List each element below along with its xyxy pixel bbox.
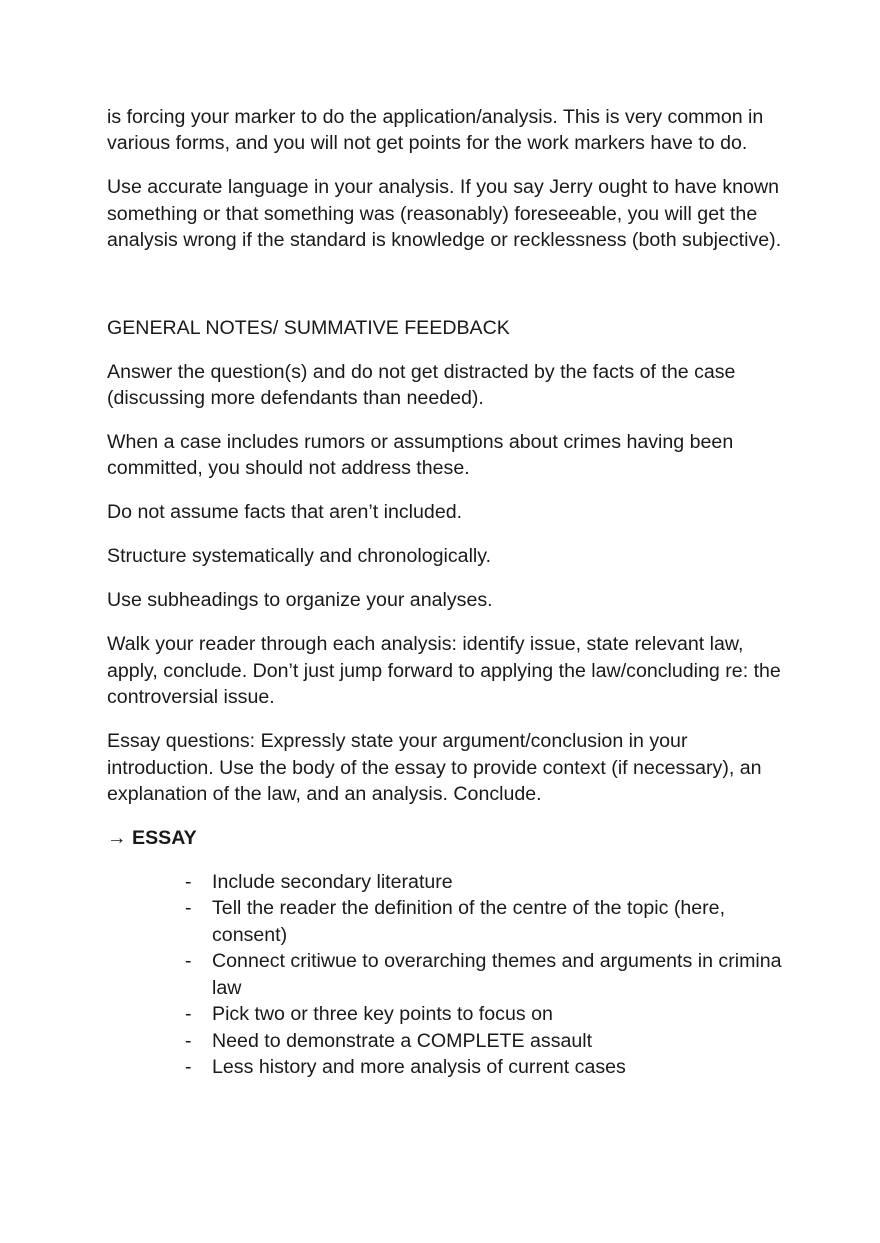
- dash-bullet-icon: -: [185, 950, 192, 973]
- list-item: [185, 948, 787, 1001]
- note-paragraph: When a case includes rumors or assumptions about crimes having been committed, you should not address these.: [107, 431, 734, 480]
- list-item-text: Tell the reader the definition of the centre of the topic (here, consent): [212, 897, 726, 946]
- list-item-text: Include secondary literature: [212, 871, 453, 894]
- essay-bullet-list: [107, 869, 787, 1080]
- intro-paragraph-1: is forcing your marker to do the application/analysis. This is very common in various forms, and you will not get points for the work markers have to do.: [107, 106, 764, 155]
- note-paragraph: Use subheadings to organize your analyses.: [107, 589, 493, 612]
- dash-bullet-icon: -: [185, 1029, 192, 1052]
- list-item-text: Less history and more analysis of current cases: [212, 1055, 626, 1078]
- list-item: [185, 1054, 787, 1080]
- dash-bullet-icon: -: [185, 1055, 192, 1078]
- note-paragraph: Do not assume facts that aren’t included.: [107, 501, 463, 524]
- list-item: [185, 869, 787, 895]
- essay-label: ESSAY: [132, 827, 197, 850]
- document-page: [107, 104, 787, 1080]
- right-arrow-icon: →: [107, 827, 127, 850]
- dash-bullet-icon: -: [185, 871, 192, 894]
- note-paragraph: Answer the question(s) and do not get distracted by the facts of the case (discussing more defendants than needed).: [107, 360, 736, 410]
- list-item: [185, 1001, 787, 1027]
- list-item: [185, 1028, 787, 1054]
- list-item-text: Pick two or three key points to focus on: [212, 1003, 553, 1026]
- list-item-text: Connect critiwue to overarching themes and arguments in crimina law: [212, 950, 782, 999]
- section-heading: GENERAL NOTES/ SUMMATIVE FEEDBACK: [107, 316, 510, 339]
- essay-heading: [107, 825, 787, 851]
- list-item: [185, 895, 787, 948]
- dash-bullet-icon: -: [185, 1003, 192, 1026]
- list-item-text: Need to demonstrate a COMPLETE assault: [212, 1029, 593, 1052]
- intro-paragraph-2: Use accurate language in your analysis. If you say Jerry ought to have known something or that something was (reasonably) foreseeable, you will get the analysis wrong if the standard is knowledge or recklessness (both subjective).: [107, 176, 782, 252]
- note-paragraph: Essay questions: Expressly state your argument/conclusion in your introduction. Use the body of the essay to provide context (if necessary), an explanation of the law, and an analysis. Conclude.: [107, 730, 762, 806]
- note-paragraph: Walk your reader through each analysis: identify issue, state relevant law, apply, conclude. Don’t just jump forward to applying the law/concluding re: the controversial issue.: [107, 633, 781, 709]
- dash-bullet-icon: -: [185, 897, 192, 920]
- note-paragraph: Structure systematically and chronologically.: [107, 545, 492, 568]
